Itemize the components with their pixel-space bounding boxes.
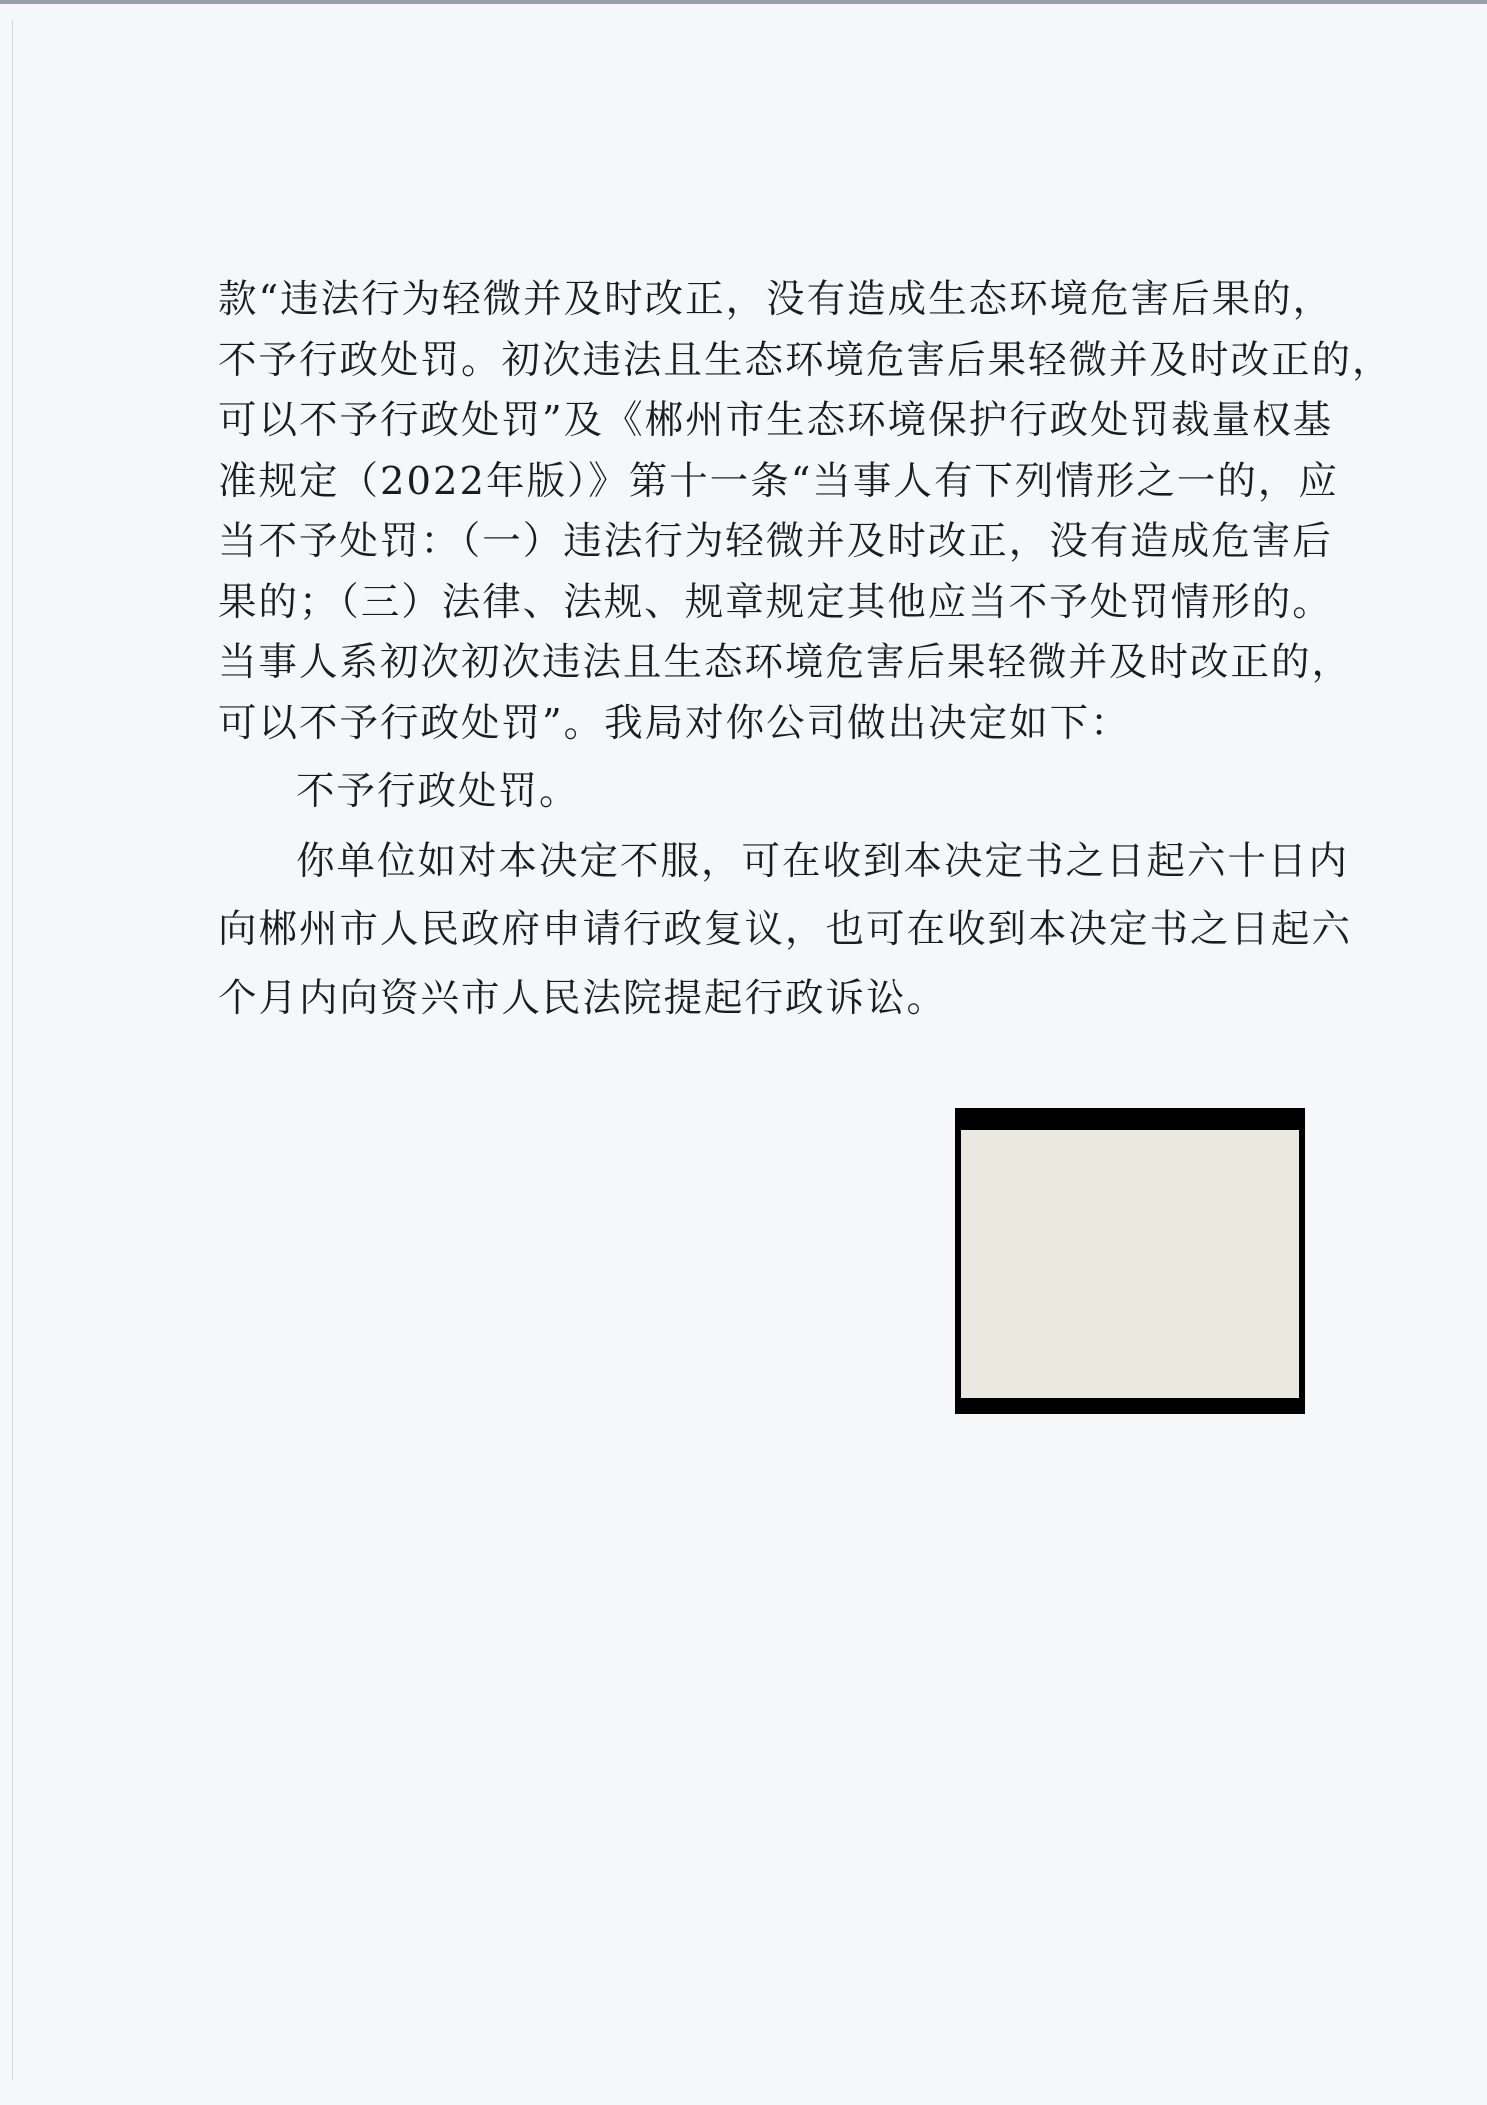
body-line-2: 不予行政处罚。初次违法且生态环境危害后果轻微并及时改正的， [218,337,1393,383]
body-line-8: 可以不予行政处罚”。我局对你公司做出决定如下： [218,700,1131,746]
body-line-1: 款“违法行为轻微并及时改正，没有造成生态环境危害后果的， [218,277,1334,322]
body-line-4: 准规定（2022年版）》第十一条“当事人有下列情形之一的，应 [218,458,1339,504]
document-body [218,270,1393,1029]
decision-text: 不予行政处罚。 [296,769,580,814]
appeal-line-1: 你单位如对本决定不服，可在收到本决定书之日起六十日内 [296,838,1350,884]
appeal-line-2: 向郴州市人民政府申请行政复议，也可在收到本决定书之日起六 [218,907,1353,952]
scan-left-edge [12,20,13,2080]
body-line-5: 当不予处罚：（一）违法行为轻微并及时改正，没有造成危害后 [218,519,1333,564]
body-line-3: 可以不予行政处罚”及《郴州市生态环境保护行政处罚裁量权基 [218,398,1334,443]
appeal-line-3: 个月内向资兴市人民法院提起行政诉讼。 [218,975,948,1021]
body-line-7: 当事人系初次初次违法且生态环境危害后果轻微并及时改正的， [218,640,1353,685]
scan-top-edge [0,0,1487,4]
redacted-seal-block [955,1108,1305,1414]
body-line-6: 果的；（三）法律、法规、规章规定其他应当不予处罚情形的。 [218,579,1333,625]
